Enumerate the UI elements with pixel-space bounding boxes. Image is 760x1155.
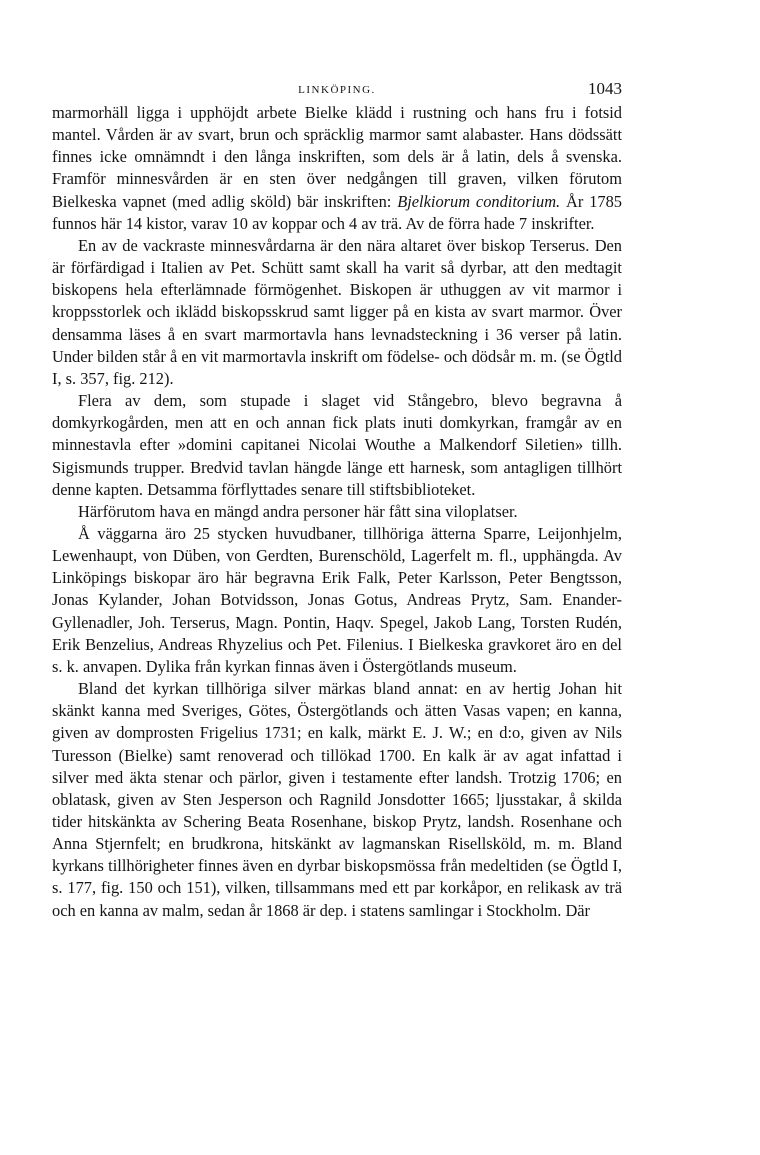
text-segment: Flera av dem, som stupade i slaget vid Stångebro, blevo begravna å domkyrkogården, men att en och annan fick plats inuti domkyrkan, framgår av en minnestavla efter »domini capitanei Nicolai Wouthe a Malkendorf Siletien» tillh. Sigismunds trupper. Bredvid tavlan hängde länge ett harnesk, som antagligen tillhört denne kapten. Detsamma förflyttades senare till stiftsbiblioteket.	[52, 391, 622, 499]
paragraph	[52, 102, 622, 235]
paragraph	[52, 235, 622, 390]
text-segment: Å väggarna äro 25 stycken huvudbaner, tillhöriga ätterna Sparre, Leijonhjelm, Lewenhaupt, von Düben, von Gerdten, Burenschöld, Lagerfelt m. fl., upphängda. Av Linköpings biskopar äro här begravna Erik Falk, Peter Karlsson, Peter Bengtsson, Jonas Kylander, Johan Botvidsson, Jonas Gotus, Andreas Prytz, Sam. Enander-Gyllenadler, Joh. Terserus, Magn. Pontin, Haqv. Spegel, Jakob Lang, Torsten Rudén, Erik Benzelius, Andreas Rhyzelius och Pet. Filenius. I Bielkeska gravkoret äro en del s. k. anvapen. Dylika från kyrkan finnas även i Östergötlands museum.	[52, 523, 622, 676]
paragraph	[52, 390, 622, 501]
text-segment: En av de vackraste minnesvårdarna är den nära altaret över biskop Terserus. Den är förfärdigad i Italien av Pet. Schütt samt skall ha varit så dyrbar, att den medtagit biskopens hela efterlämnade förmögenhet. Biskopen är uthuggen av vit marmor i kroppsstorlek och iklädd biskopsskrud samt ligger på en kista av svart marmor. Över densamma läses å en svart marmortavla hans levnadsteckning i 36 verser på latin. Under bilden står å en vit marmortavla inskrift om födelse- och dödsår m. m. (se Ögtld I, s. 357, fig. 212).	[52, 235, 622, 388]
running-title: LINKÖPING.	[298, 84, 376, 96]
running-head	[52, 78, 622, 100]
text-segment: År 1785 funnos här 14 kistor, varav 10 av koppar och 4 av trä. Av de förra hade 7 inskrifter.	[52, 191, 622, 233]
text-segment: Bland det kyrkan tillhöriga silver märkas bland annat: en av hertig Johan hit skänkt kanna med Sveriges, Götes, Östergötlands och ätten Vasas vapen; en kanna, given av domprosten Frigelius 1731; en kalk, märkt E. J. W.; en d:o, given av Nils Turesson (Bielke) samt renoverad och tillökad 1700. En kalk är av agat infattad i silver med äkta stenar och pärlor, given i testamente efter landsh. Trotzig 1706; en oblatask, given av Sten Jesperson och Ragnild Jonsdotter 1665; ljusstakar, å skilda tider hitskänkta av Schering Beata Rosenhane, biskop Prytz, landsh. Rosenhane och Anna Stjernfelt; en brudkrona, hitskänkt av lagmanskan Risellsköld, m. m. Bland kyrkans tillhörigheter finnes även en dyrbar biskopsmössa från medeltiden (se Ögtld I, s. 177, fig. 150 och 151), vilken, tillsammans med ett par korkåpor, en relikask av trä och en kanna av malm, sedan år 1868 är dep. i statens samlingar i Stockholm. Där	[52, 679, 622, 920]
text-segment: marmorhäll ligga i upphöjdt arbete Bielke klädd i rustning och hans fru i fotsid mantel. Vården är av svart, brun och spräcklig marmor samt alabaster. Hans dödssätt finnes icke omnämndt i den långa inskriften, som dels är å latin, dels å svenska. Framför minnesvården är en sten över nedgången till graven, vilken förutom Bielkeska vapnet (med adlig sköld) bär inskriften:	[52, 103, 622, 211]
page-number: 1043	[588, 79, 622, 98]
paragraph	[52, 523, 622, 678]
text-segment: Härförutom hava en mängd andra personer här fått sina viloplatser.	[78, 501, 518, 521]
paragraph	[52, 678, 622, 922]
body-text	[52, 102, 622, 922]
italic-text: Bjelkiorum conditorium.	[397, 191, 561, 211]
book-page	[52, 78, 622, 922]
paragraph	[52, 501, 622, 523]
